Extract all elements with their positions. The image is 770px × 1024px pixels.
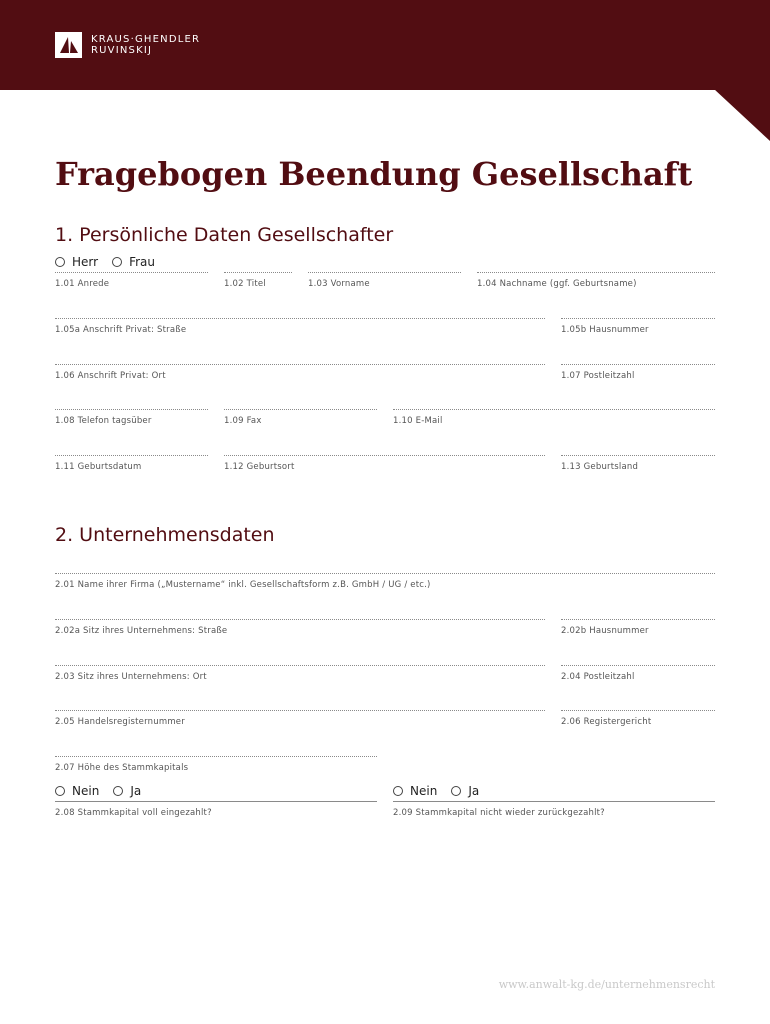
field-label: 1.05a Anschrift Privat: Straße xyxy=(55,325,187,335)
stammkapital-eingezahlt-radio-group xyxy=(55,784,155,798)
field-label: 1.10 E-Mail xyxy=(393,416,443,426)
field-label: 1.06 Anschrift Privat: Ort xyxy=(55,371,166,381)
field-label: 2.02a Sitz ihres Unternehmens: Straße xyxy=(55,626,228,636)
field-hausnummer[interactable] xyxy=(561,318,715,335)
field-label: 1.11 Geburtsdatum xyxy=(55,462,142,472)
field-geburtsland[interactable] xyxy=(561,455,715,472)
radio-ja[interactable] xyxy=(113,786,123,796)
field-stammkapital[interactable] xyxy=(55,756,377,773)
brand-name xyxy=(91,34,200,56)
field-anrede[interactable] xyxy=(55,272,208,289)
header-corner-decoration xyxy=(714,89,770,141)
field-label: 2.03 Sitz ihres Unternehmens: Ort xyxy=(55,672,207,682)
radio-nein-label: Nein xyxy=(410,784,438,798)
eingezahlt-line xyxy=(55,801,377,818)
field-firmenname[interactable] xyxy=(55,573,715,590)
stammkapital-zurueckgezahlt-radio-group xyxy=(393,784,493,798)
radio-ja-label: Ja xyxy=(468,784,480,798)
field-label: 1.02 Titel xyxy=(224,279,266,289)
radio-ja-label: Ja xyxy=(130,784,142,798)
field-label: 2.08 Stammkapital voll eingezahlt? xyxy=(55,808,212,818)
field-anschrift-strasse[interactable] xyxy=(55,318,545,335)
zurueckgezahlt-line xyxy=(393,801,715,818)
field-label: 1.12 Geburtsort xyxy=(224,462,295,472)
field-label: 1.01 Anrede xyxy=(55,279,110,289)
salutation-radio-group xyxy=(55,255,169,269)
field-registergericht[interactable] xyxy=(561,710,715,727)
field-handelsregisternummer[interactable] xyxy=(55,710,545,727)
field-label: 1.07 Postleitzahl xyxy=(561,371,635,381)
header-bar xyxy=(0,0,770,90)
radio-herr-label: Herr xyxy=(72,255,99,269)
field-sitz-hausnummer[interactable] xyxy=(561,619,715,636)
field-vorname[interactable] xyxy=(308,272,461,289)
sail-logo-icon xyxy=(55,32,82,58)
field-label: 1.04 Nachname (ggf. Geburtsname) xyxy=(477,279,637,289)
field-label: 2.06 Registergericht xyxy=(561,717,652,727)
field-geburtsort[interactable] xyxy=(224,455,545,472)
field-label: 1.05b Hausnummer xyxy=(561,325,649,335)
field-label: 2.01 Name ihrer Firma („Mustername“ inkl. Gesellschaftsform z.B. GmbH / UG / etc.) xyxy=(55,580,431,590)
radio-frau[interactable] xyxy=(112,257,122,267)
page-title: Fragebogen Beendung Gesellschaft xyxy=(55,155,693,193)
radio-nein-label: Nein xyxy=(72,784,100,798)
field-sitz-strasse[interactable] xyxy=(55,619,545,636)
radio-nein[interactable] xyxy=(393,786,403,796)
field-label: 1.13 Geburtsland xyxy=(561,462,639,472)
field-label: 1.03 Vorname xyxy=(308,279,370,289)
footer-url[interactable]: www.anwalt-kg.de/unternehmensrecht xyxy=(498,978,715,991)
radio-ja[interactable] xyxy=(451,786,461,796)
field-postleitzahl[interactable] xyxy=(561,364,715,381)
brand-line-2: RUVINSKIJ xyxy=(91,45,153,56)
field-nachname[interactable] xyxy=(477,272,715,289)
field-sitz-ort[interactable] xyxy=(55,665,545,682)
section-2-heading: 2. Unternehmensdaten xyxy=(55,524,275,546)
brand-line-1: KRAUS·GHENDLER xyxy=(91,34,201,45)
field-label: 2.07 Höhe des Stammkapitals xyxy=(55,763,189,773)
field-sitz-postleitzahl[interactable] xyxy=(561,665,715,682)
field-label: 1.09 Fax xyxy=(224,416,262,426)
field-geburtsdatum[interactable] xyxy=(55,455,208,472)
field-fax[interactable] xyxy=(224,409,377,426)
field-label: 2.02b Hausnummer xyxy=(561,626,649,636)
field-label: 1.08 Telefon tagsüber xyxy=(55,416,152,426)
radio-frau-label: Frau xyxy=(129,255,155,269)
radio-herr[interactable] xyxy=(55,257,65,267)
section-1-heading: 1. Persönliche Daten Gesellschafter xyxy=(55,224,394,246)
field-anschrift-ort[interactable] xyxy=(55,364,545,381)
field-titel[interactable] xyxy=(224,272,292,289)
field-email[interactable] xyxy=(393,409,715,426)
field-label: 2.05 Handelsregisternummer xyxy=(55,717,185,727)
field-label: 2.09 Stammkapital nicht wieder zurückgezahlt? xyxy=(393,808,605,818)
field-label: 2.04 Postleitzahl xyxy=(561,672,635,682)
field-telefon[interactable] xyxy=(55,409,208,426)
radio-nein[interactable] xyxy=(55,786,65,796)
